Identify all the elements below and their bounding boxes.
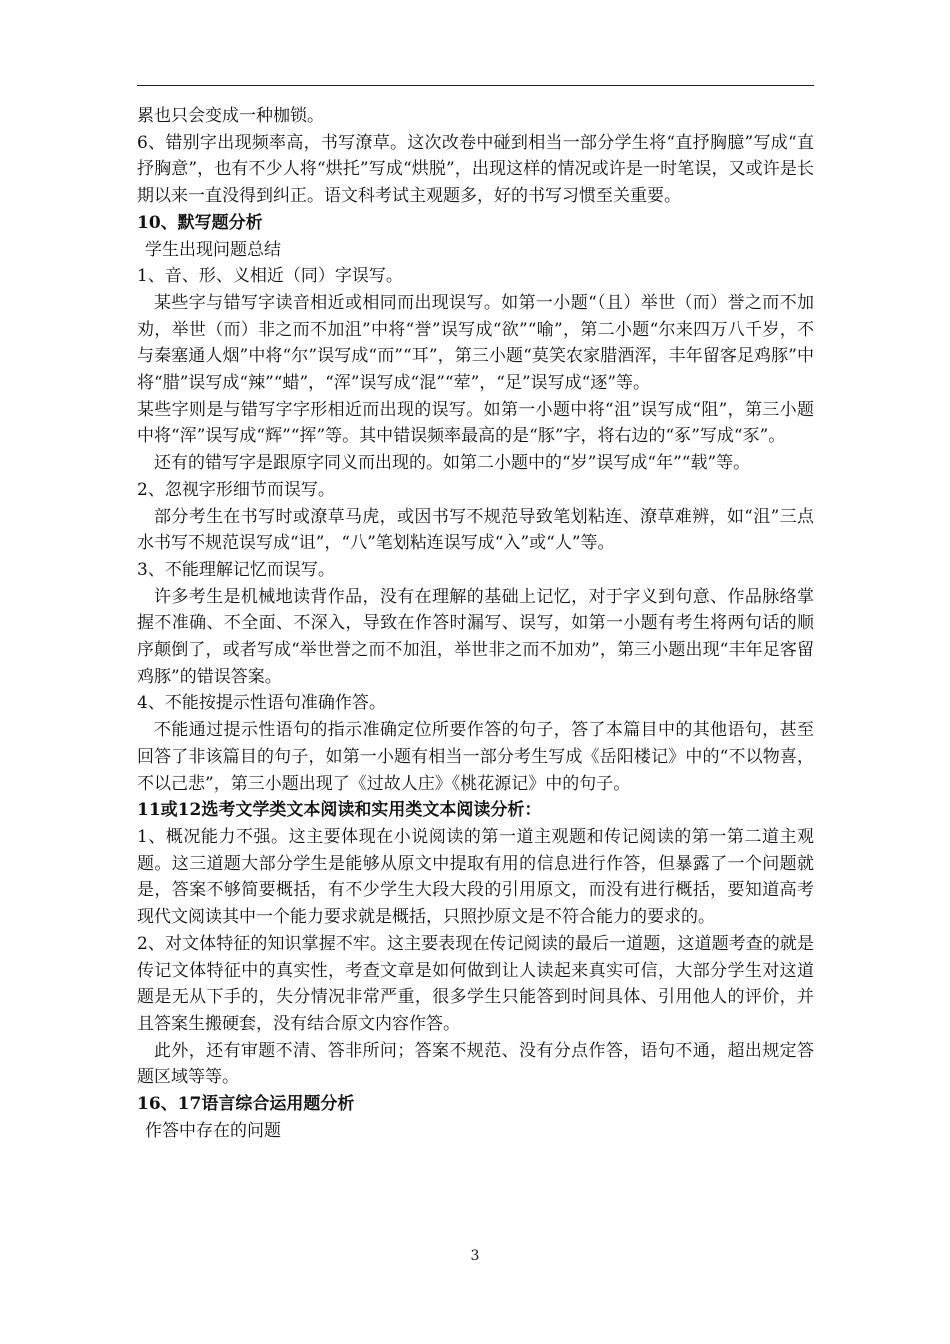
paragraph: 某些字则是与错写字字形相近而出现的误写。如第一小题中将“沮”误写成“阻”，第三小题中将“浑”误写成“辉”“挥”等。其中错误频率最高的是“豚”字，将右边的“豖”写成“豕”。: [137, 399, 814, 447]
paragraph: 累也只会变成一种枷锁。: [137, 106, 324, 126]
list-item: 3、不能理解记忆而误写。: [137, 559, 335, 580]
paragraph: 6、错别字出现频率高，书写潦草。这次改卷中碰到相当一部分学生将“直抒胸臆”写成“直抒胸意”，也有不少人将“烘托”写成“烘脱”，出现这样的情况或许是一时笔误，又或许是长期以来一直没得到纠正。语文科考试主观题多，好的书写习惯至关重要。: [137, 132, 814, 207]
paragraph: 此外，还有审题不清、答非所问；答案不规范、没有分点作答，语句不通，超出规定答题区域等等。: [137, 1040, 814, 1088]
paragraph: 某些字与错写字读音相近或相同而出现误写。如第一小题“（且）举世（而）誉之而不加劝，举世（而）非之而不加沮”中将“誉”误写成“欲”“喻”，第二小题“尔来四万八千岁，不与秦塞通人烟”中将“尔”误写成“而”“耳”，第三小题“莫笑农家腊酒浑，丰年留客足鸡豚”中将“腊”误写成“辣”“蜡”，“浑”误写成“混”“荤”，“足”误写成“逐”等。: [137, 292, 814, 394]
list-item: 4、不能按提示性语句准确作答。: [137, 693, 386, 714]
paragraph: 许多考生是机械地读背作品，没有在理解的基础上记忆，对于字义到句意、作品脉络掌握不准确、不全面、不深入，导致在作答时漏写、误写，如第一小题有考生将两句话的顺序颠倒了，或者写成“举世誉之而不加沮，举世非之而不加劝”，第三小题出现“丰年足客留鸡豚”的错误答案。: [137, 586, 814, 687]
body-text: [137, 103, 814, 1144]
list-item: 2、忽视字形细节而误写。: [137, 479, 335, 500]
header-rule: [137, 85, 814, 86]
paragraph: 不能通过提示性语句的指示准确定位所要作答的句子，答了本篇目中的其他语句，甚至回答了非该篇目的句子，如第一小题有相当一部分考生写成《岳阳楼记》中的“不以物喜，不以己悲”，第三小题出现了《过故人庄》《桃花源记》中的句子。: [137, 720, 814, 794]
list-item: 1、音、形、义相近（同）字误写。: [137, 266, 403, 287]
subheading: 学生出现问题总结: [145, 239, 281, 260]
section-heading: 16、17语言综合运用题分析: [137, 1094, 355, 1115]
section-heading: 11或12选考文学类文本阅读和实用类文本阅读分析：: [137, 800, 542, 821]
paragraph: 1、概况能力不强。这主要体现在小说阅读的第一道主观题和传记阅读的第一第二道主观题。这三道题大部分学生是能够从原文中提取有用的信息进行作答，但暴露了一个问题就是，答案不够简要概括，有不少学生大段大段的引用原文，而没有进行概括，要知道高考现代文阅读其中一个能力要求就是概括，只照抄原文是不符合能力的要求的。: [137, 826, 814, 928]
paragraph: 2、对文体特征的知识掌握不牢。这主要表现在传记阅读的最后一道题，这道题考查的就是传记文体特征中的真实性，考查文章是如何做到让人读起来真实可信，大部分学生对这道题是无从下手的，失分情况非常严重，很多学生只能答到时间具体、引用他人的评价，并且答案生搬硬套，没有结合原文内容作答。: [137, 933, 814, 1034]
paragraph: 还有的错写字是跟原字同义而出现的。如第二小题中的“岁”误写成“年”“载”等。: [154, 453, 751, 474]
page-number: 3: [470, 1248, 480, 1264]
subheading: 作答中存在的问题: [145, 1120, 281, 1141]
section-heading: 10、默写题分析: [137, 212, 263, 233]
paragraph: 部分考生在书写时或潦草马虎，或因书写不规范导致笔划粘连、潦草难辨，如“沮”三点水书写不规范误写成“诅”，“八”笔划粘连误写成“入”或“人”等。: [137, 506, 814, 554]
